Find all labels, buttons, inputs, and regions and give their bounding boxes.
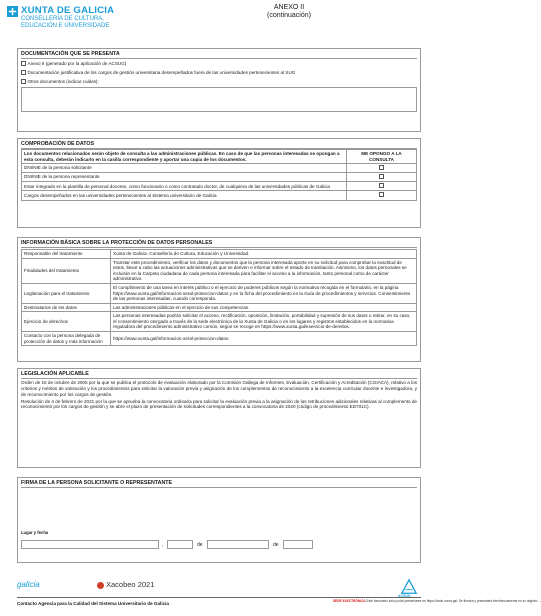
dp-row-label: Legitimación para el tratamiento xyxy=(22,283,111,303)
dp-row-label: Responsable del tratamiento xyxy=(22,249,111,258)
dp-row-text: Las personas interesadas podrán solicitar el acceso, rectificación, oposición, limitación, portabilidad y supresión de sus datos o retirar, en su caso, el consentimiento otorgado a través de la sede electrónica de la Xunta de Galicia o en los lugares y registros establecidos en la normativa reguladora del procedimiento administrativo común, según se recoge en https://www.xunta.gal/exercicio-de-dereitos. xyxy=(111,312,417,332)
verification-table xyxy=(21,149,417,201)
checkbox-annex[interactable] xyxy=(21,61,26,66)
verification-row-label: DNI/NIE de la persona representante xyxy=(22,173,347,182)
legislation-section xyxy=(17,368,421,468)
table-row xyxy=(22,164,417,173)
data-protection-title: INFORMACIÓN BÁSICA SOBRE LA PROTECCIÓN DE DATOS PERSONALES xyxy=(21,238,417,248)
place-input[interactable] xyxy=(21,540,159,549)
table-row xyxy=(22,173,417,182)
doc-item-justification[interactable] xyxy=(21,68,417,77)
sede-notice xyxy=(333,599,541,604)
legislation-paragraph: Resolución de 4 de febrero de 2021 por la que se aprueba la convocatoria ordinaria para solicitar la evaluación previa a la asignación de las retribuciones adicionales relativas al complemento de reconocimiento por los cargos de gestión y se abre el plazo de presentación de solicitudes correspondientes a la convocatoria de 2020 (código de procedimiento ED701C). xyxy=(21,398,417,410)
place-date-label: Lugar y fecha xyxy=(21,530,49,535)
legislation-paragraph: Orden de 16 de octubre de 2005 por la que se publica el protocolo de evaluación elaborado por la Comisión Gallega de Informes, Evaluación, Certificación y Acreditación (CGIACA), relativo a los criterios y méritos de valoración y los procedimientos para solicitar la valoración previa y asignación de los complementos de reconocimiento a la excelencia curricular docente e investigadora, y de reconocimiento por los cargos de gestión. xyxy=(21,380,417,397)
place-date-row xyxy=(21,540,417,550)
legislation-title: LEGISLACIÓN APLICABLE xyxy=(21,369,417,379)
sede-text: Este formulario sólo podrá presentarse en https://sede.xunta.gal. Se firmará y presentará electrónicamente en su registro ... xyxy=(366,599,541,603)
comma-separator: , xyxy=(162,542,164,548)
verification-row-label: Estar integrado en la plantilla de personal docente, como funcionario o como contratado doctor, de cualquiera de las universidades públicas de Galicia xyxy=(22,182,347,191)
table-row xyxy=(22,303,417,312)
dp-row-text: https://www.xunta.gal/informacion-xeral-proteccion-datos xyxy=(111,332,417,346)
table-row xyxy=(22,312,417,332)
dp-row-label: Finalidades del tratamiento xyxy=(22,258,111,283)
sede-label: SEDE ELECTRÓNICA xyxy=(333,599,366,603)
day-input[interactable] xyxy=(167,540,193,549)
oppose-checkbox[interactable] xyxy=(379,183,384,188)
galicia-logo: galicia xyxy=(17,580,40,589)
dept-line-2: EDUCACIÓN E UNIVERSIDADE xyxy=(21,22,110,29)
oppose-checkbox[interactable] xyxy=(379,174,384,179)
verification-section xyxy=(17,138,421,228)
verification-intro: Los documentos relacionados serán objeto de consulta a las administraciones públicas. En caso de que las personas interesadas se opongan a esta consulta, deberán indicarlo en la casilla correspondiente y aportar una copia de los documentos. xyxy=(22,149,347,163)
dp-row-text: Tramitar este procedimiento, verificar los datos y documentos que la persona interesada aporte en su solicitud para comprobar la exactitud de estos, llevar a cabo las actuaciones administrativas que se deriven e informar sobre el estado de tramitación. Asimismo, los datos personales se incluirán en la Carpeta ciudadana de cada persona interesada para facilitar el acceso a la información, tanto personal como de carácter administrativo. xyxy=(111,258,417,283)
year-input[interactable] xyxy=(283,540,313,549)
dp-row-text: Las administraciones públicas en el ejercicio de sus competencias. xyxy=(111,303,417,312)
table-row xyxy=(22,191,417,200)
annex-title: ANEXO II xyxy=(273,4,305,11)
oppose-column-header: ME OPONGO A LA CONSULTA xyxy=(347,149,417,163)
annex-subtitle: (continuación) xyxy=(267,12,311,19)
department-name xyxy=(21,16,109,30)
table-row xyxy=(22,182,417,191)
verification-row-label: DNI/NIE de la persona solicitante xyxy=(22,164,347,173)
signature-title: FIRMA DE LA PERSONA SOLICITANTE O REPRESENTANTE xyxy=(21,478,417,488)
xacobeo-icon xyxy=(97,582,104,589)
month-input[interactable] xyxy=(207,540,269,549)
xacobeo-text: Xacobeo 2021 xyxy=(106,580,155,589)
doc-item-label: Anexo II (generado por la aplicación de ACSUG) xyxy=(27,60,127,66)
signature-section xyxy=(17,477,421,563)
table-row xyxy=(22,332,417,346)
table-row xyxy=(22,249,417,258)
table-row xyxy=(22,283,417,303)
doc-item-other[interactable] xyxy=(21,77,417,86)
acsug-label: ACSUG xyxy=(398,594,411,598)
oppose-checkbox[interactable] xyxy=(379,192,384,197)
table-row xyxy=(22,258,417,283)
checkbox-other[interactable] xyxy=(21,79,26,84)
doc-item-label: Documentación justificativa de los cargos de gestión universitaria desempeñados fuera de las universidades pertenecientes al SUG xyxy=(27,69,296,75)
oppose-checkbox[interactable] xyxy=(379,165,384,170)
documentation-section xyxy=(17,48,421,132)
dp-row-label: Contacto con la persona delegada de protección de datos y más información xyxy=(22,332,111,346)
org-name: XUNTA DE GALICIA xyxy=(21,5,115,16)
agency-contact: Contacto Agencia para la Calidad del Sistema Universitario de Galicia xyxy=(17,601,169,606)
xunta-logo-icon xyxy=(7,6,18,17)
footer-divider xyxy=(17,597,421,598)
de-label-2: de xyxy=(273,542,279,548)
dp-row-text: El cumplimiento de una tarea en interés público o el ejercicio de poderes públicos según la normativa recogida en el formulario, en la página https://www.xunta.gal/informacion-xeral-proteccion-datos y en la ficha del procedimiento en la Guía de procedimientos y servicios. Consentimiento de las personas interesadas, cuando corresponda. xyxy=(111,283,417,303)
verification-title: COMPROBACIÓN DE DATOS xyxy=(21,139,417,149)
verification-row-label: Cargos desempeñados en las universidades pertenecientes al Sistema universitario de Galicia xyxy=(22,191,347,200)
checkbox-justification[interactable] xyxy=(21,70,26,75)
dept-line-1: CONSELLERÍA DE CULTURA, xyxy=(21,16,104,22)
data-protection-table xyxy=(21,249,417,346)
data-protection-section xyxy=(17,237,421,362)
xacobeo-logo xyxy=(97,580,154,589)
doc-item-label: Otros documentos (indicar cuáles): xyxy=(27,78,99,84)
dp-row-label: Destinatarios de los datos xyxy=(22,303,111,312)
dp-row-text: Xunta de Galicia. Consellería de Cultura, Educación y Universidad. xyxy=(111,249,417,258)
documentation-title: DOCUMENTACIÓN QUE SE PRESENTA xyxy=(21,49,417,59)
table-row xyxy=(22,149,417,163)
de-label-1: de xyxy=(197,542,203,548)
dp-row-label: Ejercicio de derechos xyxy=(22,312,111,332)
other-documents-textarea[interactable] xyxy=(21,87,417,112)
doc-item-annex[interactable] xyxy=(21,59,417,68)
